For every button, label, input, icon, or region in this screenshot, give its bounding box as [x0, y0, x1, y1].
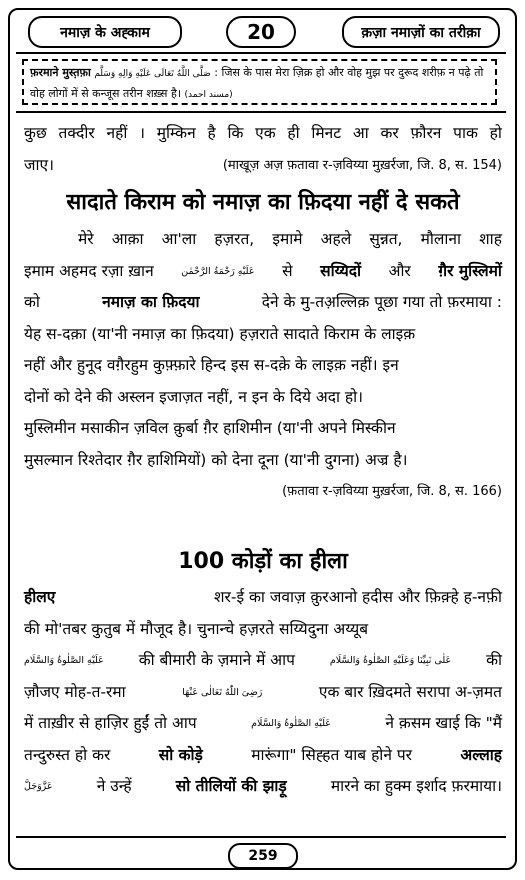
paragraph-3-line-6	[24, 740, 502, 772]
page-number-header: 20	[226, 16, 296, 48]
paragraph-1	[24, 118, 502, 181]
text-segment: में ताख़ीर से हाज़िर हुईं तो आप	[24, 714, 197, 732]
text-segment: एक बार ख़िदमते सरापा अ-ज़मत	[318, 682, 502, 701]
notice-text-1: : जिस के पास मेरा ज़िक्र हो और वोह मुझ पर दुरूद शरीफ़ न पढ़े तो	[214, 66, 484, 79]
word: शाह	[479, 230, 502, 248]
bold-text: नमाज़ का फ़िदया	[102, 293, 200, 311]
text-segment: की मो'तबर कुतुब में मौजूद है। चुनान्चे हज़रते सय्यिदुना अय्यूब	[24, 619, 369, 638]
paragraph-2-line-7	[24, 413, 502, 445]
text-segment: इमाम अहमद रज़ा ख़ान	[24, 261, 154, 280]
paragraph-3-line-5	[24, 708, 502, 740]
notice-salutation: صَلَّى اللَّهُ تَعَالَى عَلَيْهِ وَالِهِ وَسَلَّم	[94, 69, 211, 79]
text-segment: की	[486, 651, 502, 669]
word: कि	[227, 124, 244, 142]
bold-text: ग़ैर मुस्लिमों	[438, 261, 502, 280]
text-segment: शर-ई का जवाज़ क़ुरआनो हदीस और फ़िक़्हे ह-नफ़ी	[213, 588, 502, 606]
paragraph-2-line-6	[24, 382, 502, 414]
heading-100-lashes: 100 कोड़ों का हीला	[178, 549, 348, 574]
reference-text: (फ़तावा र-ज़विय्या मुख़र्रजा, जि. 8, स. 166)	[282, 484, 502, 499]
word: है	[207, 124, 216, 142]
bold-text: अल्लाह	[460, 745, 502, 764]
footer-page-number: 259	[228, 843, 298, 869]
word: कर	[380, 124, 399, 142]
notice-title: फ़रमाने मुस्त़फ़ा	[30, 66, 91, 79]
arabic-honorific: عَلَيْهِ رَحْمَةُ الرَّحْمٰن	[181, 265, 255, 277]
paragraph-2-line-3	[24, 287, 502, 319]
word: एक	[255, 124, 276, 142]
text-segment: और	[388, 261, 411, 280]
word: ।	[139, 124, 145, 142]
heading-sadat-fidya: सादाते किराम को नमाज़ का फ़िदया नहीं दे सकते	[66, 190, 460, 215]
word: मौलाना	[420, 230, 462, 248]
reference-154: (माखूज़ अज़ फ़तावा र-ज़विय्या मुख़र्रजा, जि. 8, स. 154)	[222, 157, 502, 173]
word: कुछ	[24, 124, 47, 142]
paragraph-2-line-2	[24, 256, 502, 288]
notice-box	[22, 59, 497, 105]
paragraph-2	[24, 224, 502, 508]
text-segment: येह स-दक़ा (या'नी नमाज़ का फ़िदया) हज़राते सादाते किराम के लाइक़	[24, 324, 416, 343]
paragraph-3-line-7	[24, 771, 502, 803]
paragraph-2-line-5	[24, 350, 502, 382]
book-title-header: नमाज़ के अह्काम	[28, 16, 182, 48]
paragraph-2-line-1	[24, 224, 502, 256]
arabic-honorific: عَلَيْهِ الصَّلٰوةُ وَالسَّلَام	[24, 655, 104, 666]
paragraph-1-end: जाए।	[24, 155, 54, 174]
paragraph-3-line-1	[24, 582, 502, 614]
text-segment: से	[282, 261, 293, 280]
text-segment: दोनों को देने की अस्लन इजाज़त नहीं, न इन के दिये अदा हो।	[24, 387, 364, 406]
paragraph-1-line-2	[24, 150, 502, 182]
text-segment: मारने का हुक्म इर्शाद फ़रमाया।	[330, 777, 502, 795]
notice-source: (مسند احمد)	[184, 90, 233, 100]
arabic-honorific: عَزَّوَجَلَّ	[24, 781, 53, 792]
paragraph-3-line-3	[24, 645, 502, 677]
chapter-title-header: क़ज़ा नमाज़ों का तरीक़ा	[342, 16, 500, 48]
arabic-honorific: عَلَيْهِ الصَّلٰوةُ وَالسَّلَام	[251, 718, 331, 729]
text-segment: को	[24, 293, 40, 311]
text-segment: ज़ौजए मोह-त-रमा	[24, 682, 126, 701]
word: पाक	[453, 124, 478, 142]
word: अहले	[320, 230, 352, 248]
paragraph-2-line-4	[24, 319, 502, 351]
word: तक्दीर	[58, 124, 95, 142]
reference-166	[24, 476, 502, 508]
word: नहीं	[106, 124, 128, 142]
word: आ'ला	[161, 230, 197, 248]
notice-text-2: वोह लोगों में से कन्जूस तरीन शख़्स है।	[30, 87, 181, 100]
paragraph-1-line-1	[24, 118, 502, 150]
word: मिनट	[311, 124, 342, 142]
arabic-honorific: عَلٰى نَبِيِّنَا وَعَلَيْهِ الصَّلٰوةُ وَالسَّلَام	[329, 655, 452, 666]
text-segment: देने के मु-तअ़ल्लिक़ पूछा गया तो फ़रमाया :	[261, 293, 502, 311]
word: मेरे	[78, 230, 94, 248]
text-segment: ने उन्हें	[96, 777, 132, 795]
word: हो	[489, 124, 502, 142]
word: ही	[287, 124, 300, 142]
arabic-honorific: رَضِىَ اللّٰهُ تَعَالٰى عَنْهَا	[182, 686, 263, 698]
text-segment: मारूंगा" सिह्हत याब होने पर	[251, 745, 412, 764]
bold-text: सो कोड़े	[158, 745, 203, 764]
text-segment: तन्दुरुस्त हो कर	[24, 745, 111, 764]
text-segment: मुस्लिमीन मसाकीन ज़विल क़ुर्बा ग़ैर हाशिमीन (या'नी अपने मिस्कीन	[24, 419, 396, 437]
footer-rule	[16, 836, 506, 838]
word: मुम्किन	[156, 124, 196, 142]
bold-text: सय्यिदों	[320, 261, 361, 280]
word: इमामे	[272, 230, 303, 248]
text-segment: की बीमारी के ज़माने में आप	[138, 651, 295, 669]
word: फ़ौरन	[410, 124, 442, 142]
notice-rule	[16, 111, 506, 113]
text-segment: ने क़सम खाई कि "मैं	[385, 714, 502, 732]
text-segment: मुसल्मान रिश्तेदार ग़ैर हाशिमियों) को देना दूना (या'नी दुगना) अज्र है।	[24, 450, 408, 469]
paragraph-3	[24, 582, 502, 803]
bold-text: सो तीलियों की झाड़ू	[175, 777, 287, 795]
bold-text: हीलए	[24, 588, 56, 606]
word: आ	[352, 124, 369, 142]
paragraph-3-line-4	[24, 677, 502, 709]
paragraph-2-line-8	[24, 445, 502, 477]
word: हज़रत,	[214, 230, 255, 248]
paragraph-3-line-2	[24, 614, 502, 646]
text-segment: नहीं और हुनूद वग़ैरहुम कुफ़्फ़ारे हिन्द इस स-दक़े के लाइक़ नहीं। इन	[24, 356, 399, 374]
word: आक़ा	[111, 230, 144, 248]
header-rule	[16, 52, 506, 54]
word: सुन्नत,	[369, 230, 403, 248]
